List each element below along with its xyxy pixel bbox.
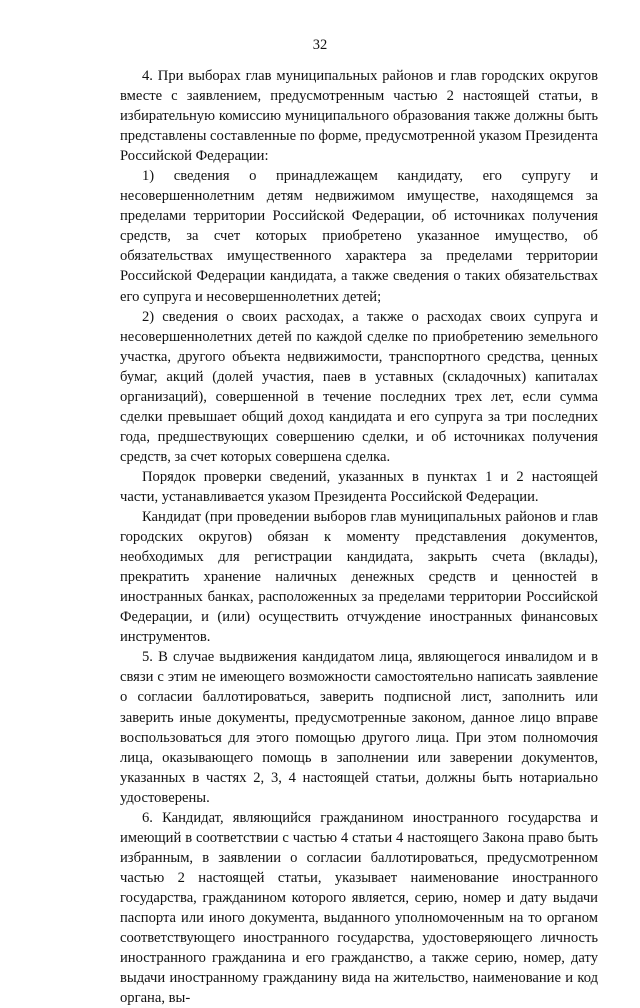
- paragraph-item-1-property: 1) сведения о принадлежащем кандидату, его супругу и несовершеннолетним детям недвижимом имуществе, находящемся за пределами территории Российской Федерации, об источниках получения средств, за счет которых приобретено указанное имущество, об обязательствах имущественного характера за пределами территории Российской Федерации кандидата, а также сведения о таких обязательствах его супруга и несовершеннолетних детей;: [120, 168, 598, 305]
- paragraph-part-6-foreign-citizen: 6. Кандидат, являющийся гражданином иностранного государства и имеющий в соответствии с частью 4 статьи 4 настоящего Закона право быть избранным, в заявлении о согласии баллотироваться, предусмотренном частью 2 настоящей статьи, указывает наименование иностранного государства, гражданином которого является, серию, номер и дату выдачи паспорта или иного документа, выданного уполномоченным на то органом соответствующего иностранного государства, удостоверяющего личность иностранного гражданина и его гражданство, а также серию, номер, дату выдачи иностранному гражданину вида на жительство, наименование и код органа, вы-: [120, 809, 598, 1007]
- paragraph-verification-procedure: Порядок проверки сведений, указанных в пунктах 1 и 2 настоящей части, устанавливается указом Президента Российской Федерации.: [120, 468, 598, 505]
- page-number: 32: [312, 37, 328, 53]
- paragraph-part-5-disabled-candidate: 5. В случае выдвижения кандидатом лица, являющегося инвалидом и в связи с этим не имеющего возможности самостоятельно написать заявление о согласии баллотироваться, заверить подписной лист, заполнить или заверить иные документы, предусмотренные законом, данное лицо вправе воспользоваться для этого помощью другого лица. При этом полномочия лица, оказывающего помощь в заполнении или заверении документов, указанных в частях 2, 3, 4 настоящей статьи, должны быть нотариально удостоверены.: [120, 649, 598, 806]
- paragraph-item-2-expenses: 2) сведения о своих расходах, а также о расходах своих супруга и несовершеннолетних детей по каждой сделке по приобретению земельного участка, другого объекта недвижимости, транспортного средства, ценных бумаг, акций (долей участия, паев в уставных (складочных) капиталах организаций), совершенной в течение последних трех лет, если сумма сделки превышает общий доход кандидата и его супруга за три последних года, предшествующих совершению сделки, и об источниках получения средств, за счет которых совершена сделка.: [120, 308, 598, 465]
- paragraph-foreign-accounts: Кандидат (при проведении выборов глав муниципальных районов и глав городских округов) обязан к моменту представления документов, необходимых для регистрации кандидата, закрыть счета (вклады), прекратить хранение наличных денежных средств и ценностей в иностранных банках, расположенных за пределами территории Российской Федерации, и (или) осуществить отчуждение иностранных финансовых инструментов.: [120, 509, 598, 646]
- document-body: [120, 66, 598, 1008]
- paragraph-part-4-intro: 4. При выборах глав муниципальных районов и глав городских округов вместе с заявлением, предусмотренным частью 2 настоящей статьи, в избирательную комиссию муниципального образования также должны быть представлены составленные по форме, предусмотренной указом Президента Российской Федерации:: [120, 68, 598, 165]
